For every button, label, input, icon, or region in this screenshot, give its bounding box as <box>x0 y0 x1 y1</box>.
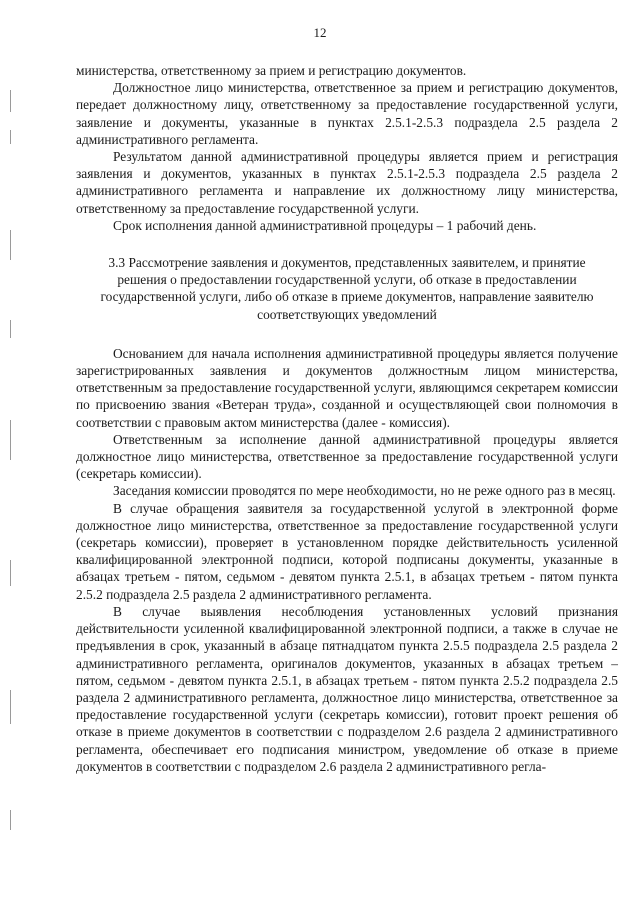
paragraph: В случае выявления несоблюдения установленных условий признания действительности усиленной квалифицированной электронной подписи, а также в случае не предъявления в срок, указанный в абзаце пятнадцатом пункта 2.5.5 подраздела 2.5 раздела 2 административного регламента, оригиналов документов, указанных в абзацах третьем – пятом, седьмом - девятом пункта 2.5.1, в абзацах третьем - пятом пункта 2.5.2 подраздела 2.5 раздела 2 административного регламента, должностное лицо министерства, ответственное за предоставление государственной услуги (секретарь комиссии), готовит проект решения об отказе в приеме документов в соответствии с подразделом 2.6 раздела 2 административного регламента, обеспечивает его подписания министром, уведомление об отказе в приеме документов в соответствии с подразделом 2.6 раздела 2 административного регла- <box>76 603 618 774</box>
paragraph: Результатом данной административной процедуры является прием и регистрация заявления и документов, указанных в пунктах 2.5.1-2.5.3 подраздела 2.5 раздела 2 административного регламента и направление их должностному лицу министерства, ответственному за предоставление государственной услуги. <box>76 149 618 216</box>
paragraph: Основанием для начала исполнения административной процедуры является получение зарегистрированных заявления и документов должностным лицом министерства, ответственным за предоставление государственной услуги, являющимся секретарем комиссии по присвоению звания «Ветеран труда», созданной и осуществляющей свои полномочия в соответствии с правовым актом министерства (далее - комиссия). <box>76 345 618 430</box>
paragraph: Срок исполнения данной административной процедуры – 1 рабочий день. <box>113 217 537 233</box>
document-body <box>76 62 618 775</box>
paragraph: Заседания комиссии проводятся по мере необходимости, но не реже одного раз в месяц. <box>113 483 616 499</box>
paragraph: Ответственным за исполнение данной административной процедуры является должностное лицо министерства, ответственное за предоставление государственной услуги (секретарь комиссии). <box>76 431 618 482</box>
paragraph: министерства, ответственному за прием и регистрацию документов. <box>76 63 467 78</box>
section-heading: 3.3 Рассмотрение заявления и документов, представленных заявителем, и принятие решения о предоставлении государственной услуги, об отказе в предоставлении государственной услуги, либо об отказе в приеме документов, направление заявителю соответствующих уведомлений <box>100 255 594 322</box>
paragraph: В случае обращения заявителя за государственной услугой в электронной форме должностное лицо министерства, ответственное за предоставление государственной услуги (секретарь комиссии), проверяет в установленном порядке действительность усиленной квалифицированной электронной подписи, которой подписаны документы, указанные в абзацах третьем - пятом, седьмом - девятом пункта 2.5.1, в абзацах третьем - пятом пункта 2.5.2 подраздела 2.5 раздела 2 административного регламента. <box>76 500 618 602</box>
scan-margin-marks <box>10 90 13 870</box>
paragraph: Должностное лицо министерства, ответственное за прием и регистрацию документов, передает должностному лицу, ответственному за предоставление государственной услуги, заявление и документы, указанные в пунктах 2.5.1-2.5.3 подраздела 2.5 раздела 2 административного регламента. <box>76 80 618 147</box>
page-number: 12 <box>313 25 327 40</box>
